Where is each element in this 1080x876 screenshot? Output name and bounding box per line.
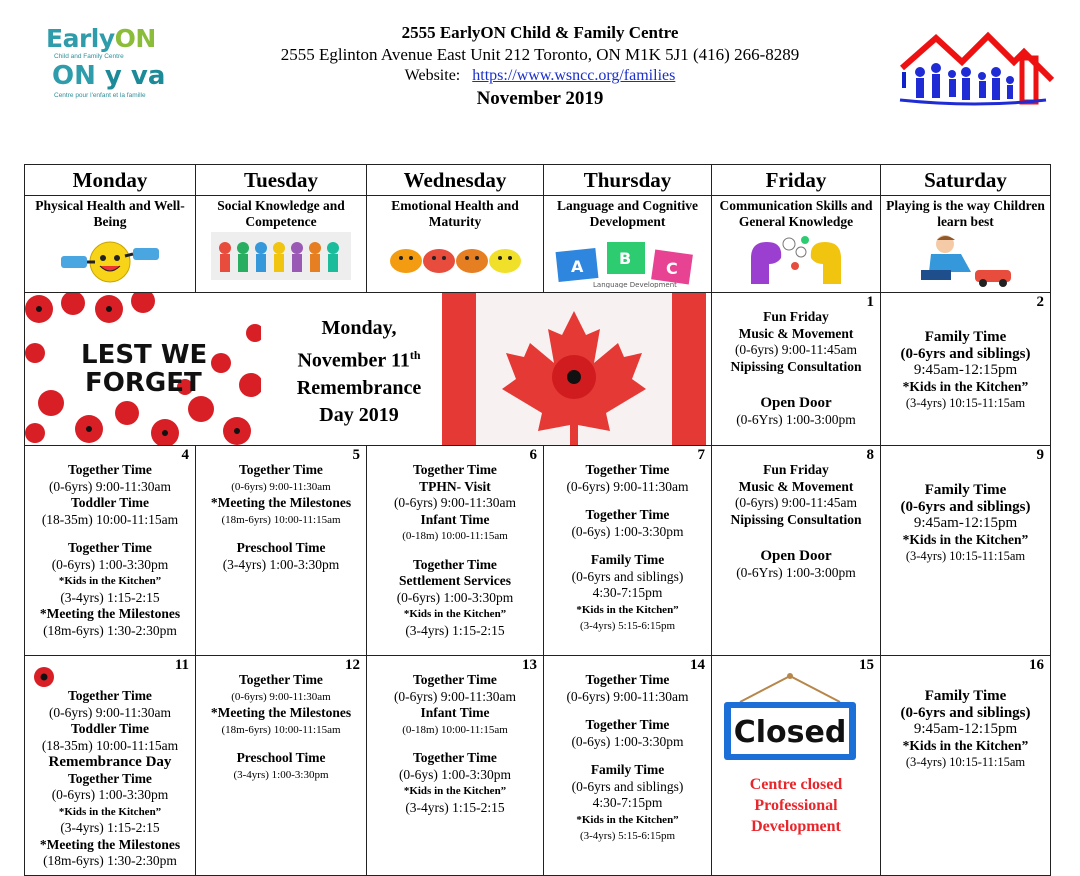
day-number: 6 <box>529 447 537 463</box>
theme-physical-health: Physical Health and Well-Being <box>25 196 196 293</box>
day-cell: 4 Together Time (0-6yrs) 9:00-11:30am Toddler Time (18-35m) 10:00-11:15am Together Time (0-6yrs) 1:00-3:30pm *Kids in the Kitchen” (3-4yrs) 1:15-2:15 *Meeting the Milestones (18m-6yrs) 1:30-2:30pm <box>25 446 196 656</box>
week-row-1 <box>25 293 1051 446</box>
week-row-2 <box>25 446 1051 656</box>
day-number: 9 <box>1036 447 1044 463</box>
people-group-icon <box>211 232 351 280</box>
centre-name: 2555 EarlyON Child & Family Centre <box>401 23 679 42</box>
child-playing-icon <box>901 232 1031 288</box>
weekday-monday: Monday <box>25 165 196 196</box>
talking-figures-icon <box>731 234 861 288</box>
lest-we-forget-poppies-image <box>25 293 261 445</box>
svg-text:Language Development: Language Development <box>592 281 677 288</box>
day-number: 12 <box>345 657 360 673</box>
day-number: 1 <box>866 294 874 310</box>
family-house-logo <box>896 28 1056 110</box>
day-cell: 5 Together Time (0-6yrs) 9:00-11:30am *Meeting the Milestones (18m-6yrs) 10:00-11:15am Preschool Time (3-4yrs) 1:00-3:30pm <box>196 446 367 656</box>
day-cell: 14 Together Time (0-6yrs) 9:00-11:30am Together Time (0-6ys) 1:00-3:30pm Family Time (0-6yrs and siblings) 4:30-7:15pm *Kids in the Kitchen” (3-4yrs) 5:15-6:15pm <box>544 656 712 876</box>
theme-social-knowledge: Social Knowledge and Competence <box>196 196 367 293</box>
day-number: 8 <box>866 447 874 463</box>
day-number: 11 <box>174 657 189 673</box>
day-number: 5 <box>352 447 360 463</box>
day-cell: 15 Closed Centre closed Professional Development <box>712 656 881 876</box>
day-number: 16 <box>1029 657 1044 673</box>
website-label: Website: <box>404 67 461 84</box>
day-number: 14 <box>690 657 705 673</box>
weekday-thursday: Thursday <box>544 165 712 196</box>
calendar-table <box>24 164 1051 876</box>
day-number: 13 <box>522 657 537 673</box>
remembrance-day-title: Monday, November 11th Remembrance Day 2019 <box>296 317 422 426</box>
svg-text:Closed: Closed <box>733 715 847 750</box>
remembrance-day-banner <box>25 293 712 446</box>
svg-text:C: C <box>665 259 678 278</box>
emotion-faces-icon <box>388 246 522 276</box>
svg-text:B: B <box>618 249 631 268</box>
weekday-friday: Friday <box>712 165 881 196</box>
day-cell: 8 Fun Friday Music & Movement (0-6yrs) 9:00-11:45am Nipissing Consultation Open Door (0-6Yrs) 1:00-3:00pm <box>712 446 881 656</box>
weekday-saturday: Saturday <box>881 165 1051 196</box>
day-cell: 2 Family Time (0-6yrs and siblings) 9:45am-12:15pm *Kids in the Kitchen” (3-4yrs) 10:15-11:15am <box>881 293 1051 446</box>
day-number: 2 <box>1036 294 1044 310</box>
weekday-wednesday: Wednesday <box>367 165 544 196</box>
website-link[interactable]: https://www.wsncc.org/families <box>472 67 676 84</box>
smiley-exercise-icon <box>55 234 165 286</box>
weekday-tuesday: Tuesday <box>196 165 367 196</box>
website-line <box>200 65 880 86</box>
svg-text:FORGET: FORGET <box>85 368 202 398</box>
day-cell: 13 Together Time (0-6yrs) 9:00-11:30am Infant Time (0-18m) 10:00-11:15am Together Time (0-6ys) 1:00-3:30pm *Kids in the Kitchen” (3-4yrs) 1:15-2:15 <box>367 656 544 876</box>
canada-flag-poppy-image <box>442 293 706 445</box>
day-cell: 6 Together Time TPHN- Visit (0-6yrs) 9:00-11:30am Infant Time (0-18m) 10:00-11:15am Together Time Settlement Services (0-6yrs) 1:00-3:30pm *Kids in the Kitchen” (3-4yrs) 1:15-2:15 <box>367 446 544 656</box>
abc-blocks-icon <box>553 232 703 288</box>
day-cell: 9 Family Time (0-6yrs and siblings) 9:45am-12:15pm *Kids in the Kitchen” (3-4yrs) 10:15-11:15am <box>881 446 1051 656</box>
theme-communication-skills: Communication Skills and General Knowledge <box>712 196 881 293</box>
earlyon-logo: EarlyON Child and Family Centre ON y va Centre pour l'enfant et la famille <box>46 24 166 99</box>
poppy-icon <box>33 666 55 688</box>
svg-text:A: A <box>570 257 583 276</box>
day-number: 4 <box>181 447 189 463</box>
closed-sign-image <box>720 672 860 764</box>
centre-address: 2555 Eglinton Avenue East Unit 212 Toronto, ON M1K 5J1 (416) 266-8289 <box>280 45 800 64</box>
theme-language-cognitive: Language and Cognitive Development A B C Language Development <box>544 196 712 293</box>
page-title: November 2019 <box>476 88 604 109</box>
weekday-header-row <box>25 165 1051 196</box>
day-cell: 7 Together Time (0-6yrs) 9:00-11:30am Together Time (0-6ys) 1:00-3:30pm Family Time (0-6yrs and siblings) 4:30-7:15pm *Kids in the Kitchen” (3-4yrs) 5:15-6:15pm <box>544 446 712 656</box>
day-cell: 16 Family Time (0-6yrs and siblings) 9:45am-12:15pm *Kids in the Kitchen” (3-4yrs) 10:15-11:15am <box>881 656 1051 876</box>
theme-playing: Playing is the way Children learn best <box>881 196 1051 293</box>
theme-row <box>25 196 1051 293</box>
day-number: 7 <box>697 447 705 463</box>
day-cell: 12 Together Time (0-6yrs) 9:00-11:30am *Meeting the Milestones (18m-6yrs) 10:00-11:15am Preschool Time (3-4yrs) 1:00-3:30pm <box>196 656 367 876</box>
svg-text:LEST WE: LEST WE <box>81 340 208 370</box>
day-number: 15 <box>859 657 874 673</box>
theme-emotional-health: Emotional Health and Maturity <box>367 196 544 293</box>
page-header <box>200 22 880 112</box>
day-cell: 11 Together Time (0-6yrs) 9:00-11:30am Toddler Time (18-35m) 10:00-11:15am Remembrance Day Together Time (0-6yrs) 1:00-3:30pm *Kids in the Kitchen” (3-4yrs) 1:15-2:15 *Meeting the Milestones (18m-6yrs) 1:30-2:30pm <box>25 656 196 876</box>
day-cell: 1 Fun Friday Music & Movement (0-6yrs) 9:00-11:45am Nipissing Consultation Open Door (0-6Yrs) 1:00-3:00pm <box>712 293 881 446</box>
week-row-3 <box>25 656 1051 876</box>
